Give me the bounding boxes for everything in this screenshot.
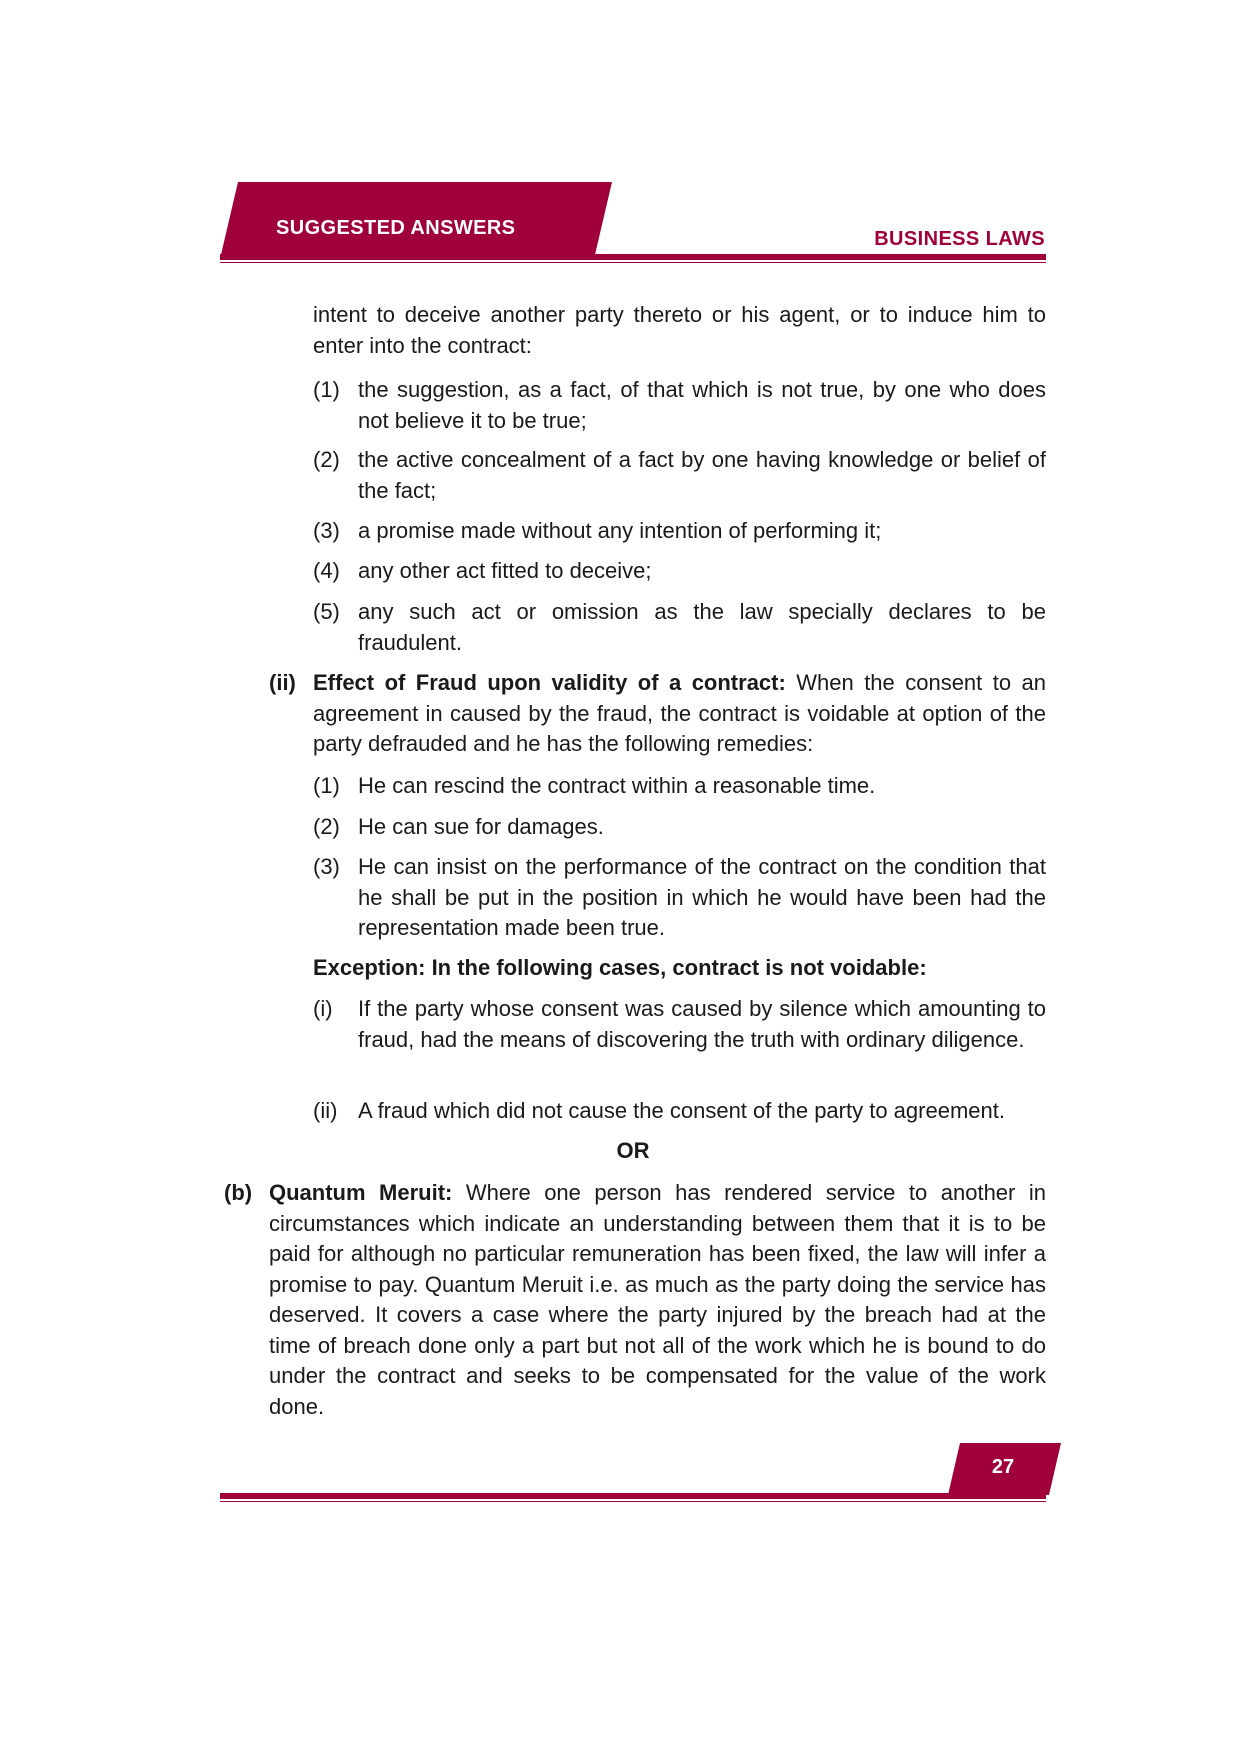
list-item-number: (1): [313, 773, 340, 798]
intro-paragraph: intent to deceive another party thereto or his agent, or to induce him to enter into the contract:: [313, 302, 1046, 358]
section-ii-text: When the consent to an agreement in caused by the fraud, the contract is voidable at option of the party defrauded and he has the following remedies:: [313, 670, 1046, 756]
header-rule: [220, 254, 1046, 260]
header-rule-thin: [220, 262, 1046, 263]
section-number: (b): [224, 1180, 253, 1205]
list-item: If the party whose consent was caused by silence which amounting to fraud, had the means of discovering the truth with ordinary diligence.: [358, 996, 1046, 1052]
footer-rule-thin: [220, 1501, 1046, 1502]
list-item: He can sue for damages.: [358, 814, 604, 839]
list-item-number: (5): [313, 599, 340, 624]
section-b-text: Where one person has rendered service to another in circumstances which indicate an understanding between them that it is to be paid for although no particular remuneration has been fixed, the law will infer a promise to pay. Quantum Meruit i.e. as much as the party doing the service has deserved. It covers a case where the party injured by the breach had at the time of breach done only a part but not all of the work which he is bound to do under the contract and seeks to be compensated for the value of the work done.: [269, 1180, 1046, 1419]
section-ii-heading: Effect of Fraud upon validity of a contract:: [313, 670, 786, 695]
list-item: He can insist on the performance of the contract on the condition that he shall be put in the position in which he would have been had the representation made been true.: [358, 854, 1046, 940]
list-item: He can rescind the contract within a reasonable time.: [358, 773, 876, 798]
list-item: a promise made without any intention of performing it;: [358, 518, 882, 543]
list-item-number: (4): [313, 558, 340, 583]
list-item: A fraud which did not cause the consent of the party to agreement.: [358, 1098, 1005, 1123]
list-item: any other act fitted to deceive;: [358, 558, 652, 583]
list-item: the suggestion, as a fact, of that which is not true, by one who does not believe it to be true;: [358, 377, 1046, 433]
page-number: 27: [991, 1456, 1015, 1478]
list-item-number: (3): [313, 854, 340, 879]
list-item-number: (i): [313, 996, 333, 1021]
section-number: (ii): [269, 670, 296, 695]
list-item-number: (3): [313, 518, 340, 543]
list-item: any such act or omission as the law specially declares to be fraudulent.: [358, 599, 1046, 655]
section-b-heading: Quantum Meruit:: [269, 1180, 453, 1205]
list-item: the active concealment of a fact by one having knowledge or belief of the fact;: [358, 447, 1046, 503]
list-item-number: (2): [313, 447, 340, 472]
footer-rule: [220, 1493, 1046, 1499]
or-separator: OR: [616, 1138, 650, 1163]
exception-heading: Exception: In the following cases, contract is not voidable:: [313, 955, 927, 980]
list-item-number: (1): [313, 377, 340, 402]
header-right-label: BUSINESS LAWS: [874, 228, 1045, 250]
header-left-label: SUGGESTED ANSWERS: [276, 217, 516, 239]
section-b-paragraph: [269, 1178, 1046, 1422]
section-ii-paragraph: [313, 668, 1046, 760]
list-item-number: (ii): [313, 1098, 338, 1123]
list-item-number: (2): [313, 814, 340, 839]
